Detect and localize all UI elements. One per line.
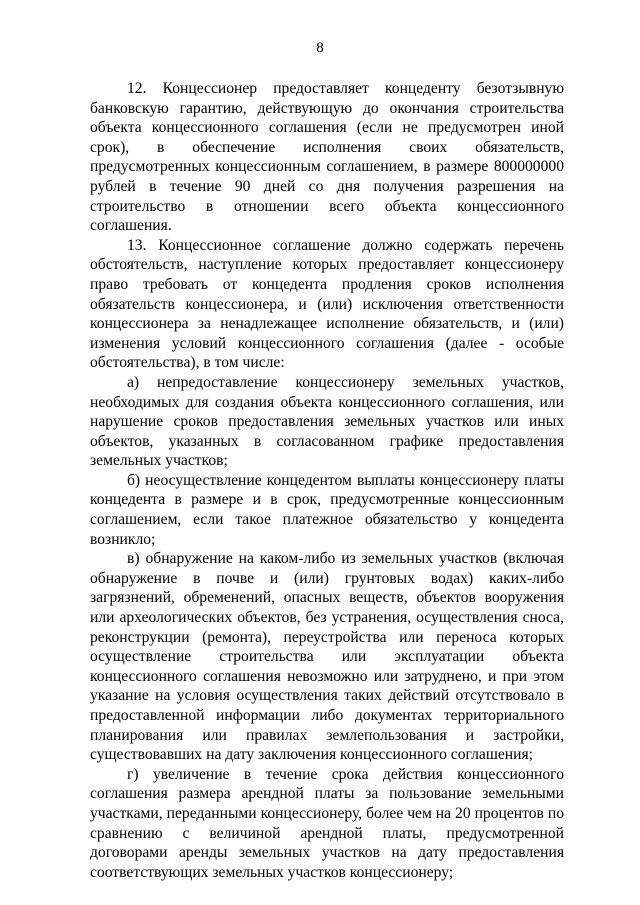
paragraph-13: 13. Концессионное соглашение должно содержать перечень обстоятельств, наступление которых предоставляет концессионеру право требовать от концедента продления сроков исполнения обязательств концессионера, и (или) исключения ответственности концессионера за ненадлежащее исполнение обязательств, и (или) изменения условий концессионного соглашения (далее - особые обстоятельства), в том числе:: [90, 236, 564, 372]
list-item-g: г) увеличение в течение срока действия концессионного соглашения размера арендной платы за пользование земельными участками, переданными концессионеру, более чем на 20 процентов по сравнению с величиной арендной платы, предусмотренной договорами аренды земельных участков на дату предоставления соответствующих земельных участков концессионеру;: [90, 765, 564, 881]
paragraph-12: 12. Концессионер предоставляет концеденту безотзывную банковскую гарантию, действующую до окончания строительства объекта концессионного соглашения (если не предусмотрен иной срок), в обеспечение исполнения своих обязательств, предусмотренных концессионным соглашением, в размере 800000000 рублей в течение 90 дней со дня получения разрешения на строительство в отношении всего объекта концессионного соглашения.: [90, 80, 564, 235]
page-number: 8: [316, 40, 324, 56]
list-item-b: б) неосуществление концедентом выплаты концессионеру платы концедента в размере и в срок, предусмотренные концессионным соглашением, если такое платежное обязательство у концедента возникло;: [90, 471, 564, 548]
list-item-v: в) обнаружение на каком-либо из земельных участков (включая обнаружение в почве и (или) грунтовых водах) каких-либо загрязнений, обременений, опасных веществ, объектов вооружения или археологических объектов, без устранения, осуществления сноса, реконструкции (ремонта), переустройства или переноса которых осуществление строительства или эксплуатации объекта концессионного соглашения невозможно или затруднено, и при этом указание на условия осуществления таких действий отсутствовало в предоставленной информации либо документах территориального планирования или правилах землепользования и застройки, существовавших на дату заключения концессионного соглашения;: [90, 550, 564, 764]
list-item-a: а) непредоставление концессионеру земельных участков, необходимых для создания объекта концессионного соглашения, или нарушение сроков предоставления земельных участков или иных объектов, указанных в согласованном графике предоставления земельных участков;: [90, 373, 564, 470]
document-body: [90, 79, 564, 882]
